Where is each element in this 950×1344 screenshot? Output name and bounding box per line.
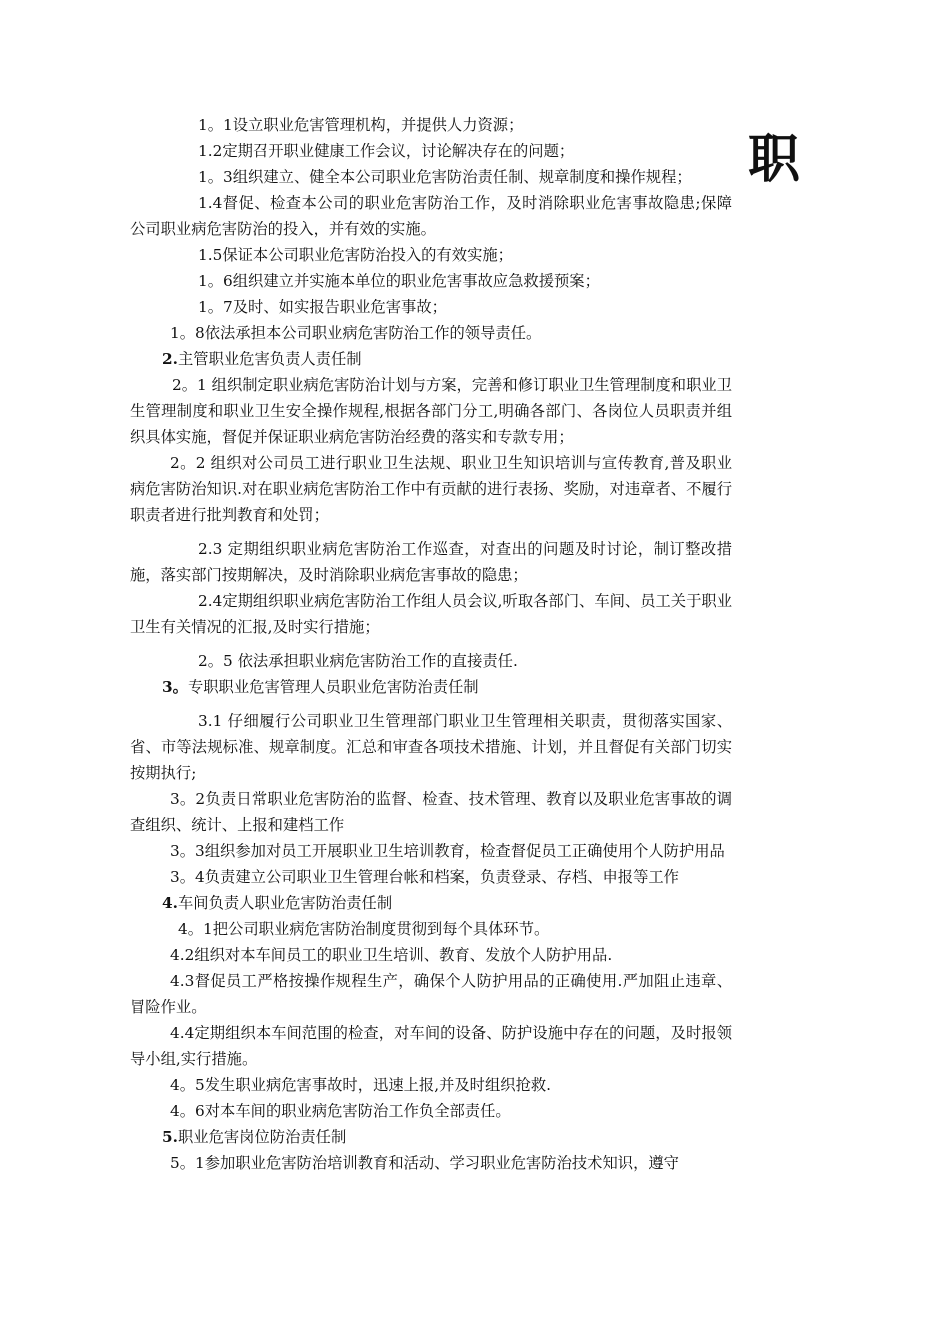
paragraph: 4.3督促员工严格按操作规程生产，确保个人防护用品的正确使用.严加阻止违章、冒险作业。 (130, 972, 732, 1016)
section-title: 车间负责人职业危害防治责任制 (177, 894, 393, 912)
paragraph: 4。1把公司职业病危害防治制度贯彻到每个具体环节。 (178, 920, 550, 938)
paragraph: 2。2 组织对公司员工进行职业卫生法规、职业卫生知识培训与宣传教育,普及职业病危害防治知识.对在职业病危害防治工作中有贡献的进行表扬、奖励，对违章者、不履行职责者进行批判教育和处罚； (130, 454, 732, 524)
paragraph: 5。1参加职业危害防治培训教育和活动、学习职业危害防治技术知识，遵守 (170, 1154, 679, 1172)
paragraph-gap (130, 640, 732, 648)
paragraph: 1。7及时、如实报告职业危害事故； (198, 298, 447, 316)
paragraph-gap (130, 700, 732, 708)
side-heading: 职 (748, 130, 801, 190)
section-title: 专职职业危害管理人员职业危害防治责任制 (187, 678, 479, 696)
section-title: 职业危害岗位防治责任制 (177, 1128, 347, 1146)
section-number: 2. (162, 350, 178, 368)
paragraph-gap (130, 528, 732, 536)
paragraph: 4。5发生职业病危害事故时，迅速上报,并及时组织抢救. (170, 1076, 552, 1094)
paragraph: 1。3组织建立、健全本公司职业危害防治责任制、规章制度和操作规程； (198, 168, 692, 186)
paragraph: 3。2负责日常职业危害防治的监督、检查、技术管理、教育以及职业危害事故的调查组织、统计、上报和建档工作 (130, 790, 732, 834)
section-number: 3。 (162, 678, 188, 696)
paragraph: 3。3组织参加对员工开展职业卫生培训教育，检查督促员工正确使用个人防护用品 (170, 842, 725, 860)
paragraph: 1。6组织建立并实施本单位的职业危害事故应急救援预案； (198, 272, 600, 290)
section-heading (130, 890, 732, 916)
section-heading (130, 346, 732, 372)
paragraph: 2.4定期组织职业病危害防治工作组人员会议,听取各部门、车间、员工关于职业卫生有关情况的汇报,及时实行措施； (130, 592, 732, 636)
paragraph: 1.2定期召开职业健康工作会议，讨论解决存在的问题； (198, 142, 575, 160)
section-title: 主管职业危害负责人责任制 (177, 350, 362, 368)
section-number: 5. (162, 1128, 178, 1146)
paragraph: 1.4督促、检查本公司的职业危害防治工作，及时消除职业危害事故隐患;保障公司职业病危害防治的投入，并有效的实施。 (130, 194, 732, 238)
section-heading (130, 1124, 732, 1150)
paragraph: 1。8依法承担本公司职业病危害防治工作的领导责任。 (170, 324, 542, 342)
section-number: 4. (162, 894, 178, 912)
document-body (130, 112, 732, 1176)
paragraph: 1。1设立职业危害管理机构，并提供人力资源； (198, 116, 524, 134)
paragraph: 4.2组织对本车间员工的职业卫生培训、教育、发放个人防护用品. (170, 946, 613, 964)
paragraph: 3。4负责建立公司职业卫生管理台帐和档案，负责登录、存档、申报等工作 (170, 868, 679, 886)
paragraph: 1.5保证本公司职业危害防治投入的有效实施； (198, 246, 513, 264)
paragraph: 2。5 依法承担职业病危害防治工作的直接责任. (198, 652, 518, 670)
paragraph: 3.1 仔细履行公司职业卫生管理部门职业卫生管理相关职责，贯彻落实国家、省、市等法规标准、规章制度。汇总和审查各项技术措施、计划，并且督促有关部门切实按期执行; (130, 712, 732, 782)
paragraph: 2。1 组织制定职业病危害防治计划与方案，完善和修订职业卫生管理制度和职业卫生管理制度和职业卫生安全操作规程,根据各部门分工,明确各部门、各岗位人员职责并组织具体实施，督促并保证职业病危害防治经费的落实和专款专用； (130, 376, 732, 446)
paragraph: 4。6对本车间的职业病危害防治工作负全部责任。 (170, 1102, 511, 1120)
paragraph: 4.4定期组织本车间范围的检查，对车间的设备、防护设施中存在的问题，及时报领导小组,实行措施。 (130, 1024, 732, 1068)
paragraph: 2.3 定期组织职业病危害防治工作巡查，对查出的问题及时讨论，制订整改措施，落实部门按期解决，及时消除职业病危害事故的隐患； (130, 540, 732, 584)
section-heading (130, 674, 732, 700)
